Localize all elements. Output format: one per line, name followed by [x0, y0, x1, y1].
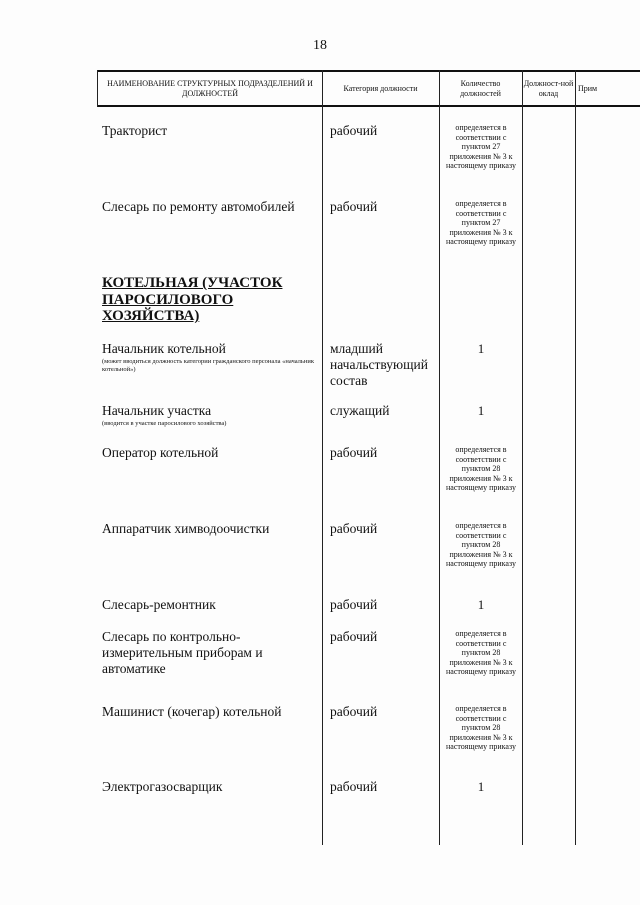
position-category: рабочий: [330, 704, 378, 719]
position-note: (вводится в участке паросилового хозяйства): [102, 420, 227, 427]
column-divider-4: [575, 70, 576, 845]
column-divider-0: [97, 70, 98, 107]
position-name-text: Слесарь по контрольно-измерительным приборам и автоматике: [102, 629, 263, 676]
position-name: [102, 704, 317, 720]
position-category: рабочий: [330, 445, 378, 460]
position-name-text: Начальник котельной: [102, 341, 226, 356]
column-divider-3: [522, 70, 523, 845]
position-name: [102, 341, 317, 374]
position-name: [102, 521, 317, 537]
position-quantity: определяется в соответствии с пунктом 28 приложения № 3 к настоящему приказу: [446, 521, 516, 569]
position-name: [102, 403, 317, 428]
position-name: [102, 629, 317, 677]
section-title: КОТЕЛЬНАЯ (УЧАСТОК ПАРОСИЛОВОГО ХОЗЯЙСТВА): [102, 275, 283, 324]
position-note: (может вводиться должность категории гражданского персонала «начальник котельной»): [102, 358, 314, 373]
position-name: [102, 445, 317, 461]
position-name: [102, 597, 317, 613]
position-quantity: определяется в соответствии с пунктом 28 приложения № 3 к настоящему приказу: [446, 629, 516, 677]
position-category: рабочий: [330, 779, 378, 794]
header-salary: Должност-ной оклад: [523, 78, 574, 98]
table-header-rule: [97, 105, 640, 107]
position-quantity: 1: [477, 403, 485, 418]
position-quantity: определяется в соответствии с пунктом 27 приложения № 3 к настоящему приказу: [446, 123, 516, 171]
position-name-text: Электрогазосварщик: [102, 779, 223, 794]
position-quantity: 1: [477, 597, 485, 612]
position-quantity: определяется в соответствии с пунктом 27 приложения № 3 к настоящему приказу: [446, 199, 516, 247]
position-name: [102, 123, 317, 139]
header-name: НАИМЕНОВАНИЕ СТРУКТУРНЫХ ПОДРАЗДЕЛЕНИЙ И ДОЛЖНОСТЕЙ: [107, 78, 313, 98]
position-name-text: Аппаратчик химводоочистки: [102, 521, 270, 536]
position-category: служащий: [330, 403, 390, 418]
position-category: рабочий: [330, 123, 378, 138]
position-category: рабочий: [330, 597, 378, 612]
header-category: Категория должности: [343, 83, 418, 93]
position-name-text: Оператор котельной: [102, 445, 219, 460]
page-number: 18: [313, 38, 327, 53]
position-category: рабочий: [330, 199, 378, 214]
position-category: младший начальствующий состав: [330, 341, 428, 388]
position-name: [102, 199, 317, 215]
position-name: [102, 779, 317, 795]
position-name-text: Тракторист: [102, 123, 168, 138]
position-name-text: Начальник участка: [102, 403, 212, 418]
header-note: Прим: [578, 83, 598, 93]
position-name-text: Слесарь по ремонту автомобилей: [102, 199, 295, 214]
position-category: рабочий: [330, 521, 378, 536]
position-quantity: 1: [477, 341, 485, 356]
position-quantity: 1: [477, 779, 485, 794]
column-divider-1: [322, 70, 323, 845]
position-name-text: Слесарь-ремонтник: [102, 597, 216, 612]
position-category: рабочий: [330, 629, 378, 644]
position-name-text: Машинист (кочегар) котельной: [102, 704, 282, 719]
header-quantity: Количество должностей: [460, 78, 501, 98]
position-quantity: определяется в соответствии с пунктом 28 приложения № 3 к настоящему приказу: [446, 445, 516, 493]
position-quantity: определяется в соответствии с пунктом 28 приложения № 3 к настоящему приказу: [446, 704, 516, 752]
